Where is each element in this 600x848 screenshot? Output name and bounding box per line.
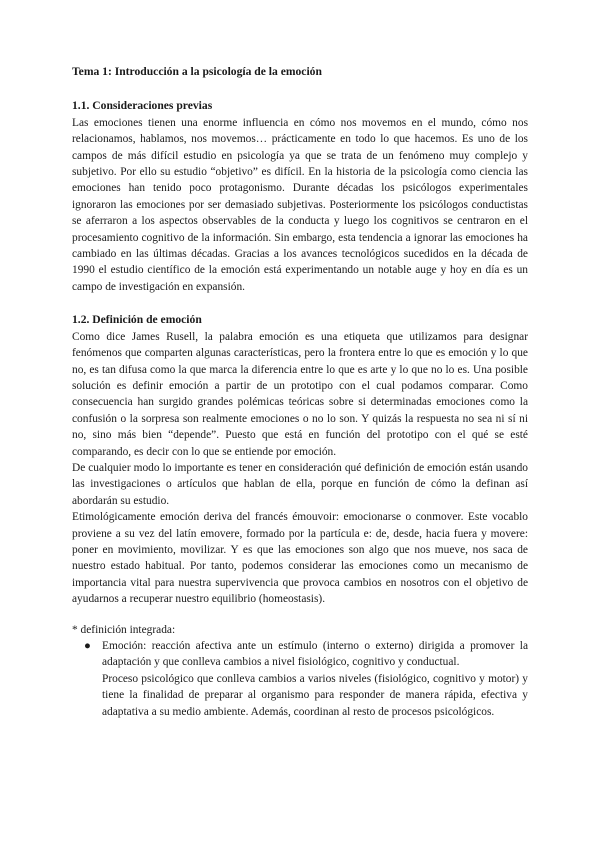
bullet-line-proceso: Proceso psicológico que conlleva cambios a varios niveles (fisiológico, cognitivo y motor) y tiene la finalidad de preparar al organismo para responder de manera rápida, efectiva y adaptativa a su medio ambiente. Además, coordinan al resto de procesos psicológicos. bbox=[102, 672, 528, 718]
paragraph-consideraciones: Las emociones tienen una enorme influencia en cómo nos movemos en el mundo, cómo nos relacionamos, hablamos, nos movemos… prácticamente en todo lo que hacemos. Es uno de los campos de más difícil estudio en psicología ya que se trata de un fenómeno muy complejo y subjetivo. Por ello su estudio “objetivo” es difícil. En la historia de la psicología como ciencia las emociones han tenido poco protagonismo. Durante décadas los psicólogos experimentales ignoraron las emociones por ser demasiado subjetivas. Posteriormente los psicólogos conductistas se aferraron a los aspectos observables de la conducta y luego los cognitivos se centraron en el procesamiento cognitivo de la información. Sin embargo, esta tendencia a ignorar las emociones ha cambiado en las últimas décadas. Gracias a los avances tecnológicos sucedidos en la década de 1990 el estudio científico de la emoción está experimentando un notable auge y hoy en día es un campo de investigación en expansión. bbox=[72, 116, 528, 293]
list-item bbox=[72, 638, 528, 720]
note-label: * definición integrada: bbox=[72, 623, 176, 636]
paragraph-definicion-prototipo: Como dice James Rusell, la palabra emoción es una etiqueta que utilizamos para designar fenómenos que comparten algunas características, pero la frontera entre lo que es emoción y lo que no, es tan difusa como la que marca la diferencia entre lo que es arte y lo que no lo es. Una posible solución es definir emoción a partir de un prototipo con el cual podamos comparar. Como consecuencia han surgido grandes polémicas teóricas sobre si determinadas emociones como la confusión o la sorpresa son realmente emociones o no lo son. Y quizás la respuesta no sea ni sí ni no, sino más bien “depende”. Puesto que está en función del prototipo con el qué se esté comparando, es decir con lo que se entiende por emoción. bbox=[72, 330, 528, 458]
bullet-line-emocion: Emoción: reacción afectiva ante un estímulo (interno o externo) dirigida a promover la adaptación y que conlleva cambios a nivel fisiológico, cognitivo y conductual. bbox=[102, 640, 528, 669]
section-spacer bbox=[72, 295, 528, 312]
section-heading-consideraciones: 1.1. Consideraciones previas bbox=[72, 99, 213, 113]
definition-bullet-list bbox=[72, 638, 528, 720]
section-heading-definicion: 1.2. Definición de emoción bbox=[72, 313, 202, 327]
document-page bbox=[72, 64, 528, 720]
paragraph-definicion-etimologia: Etimológicamente emoción deriva del francés émouvoir: emocionarse o conmover. Este vocablo proviene a su vez del latín emovere, formado por la partícula e: de, desde, hacia fuera y movere: poner en movimiento, movilizar. Y es que las emociones son algo que nos mueve, nos saca de nuestro estado habitual. Por tanto, podemos considerar las emociones como un mecanismo de importancia vital para nuestra supervivencia que provoca cambios en nosotros con el objetivo de ayudarnos a recuperar nuestro equilibrio (homeostasis). bbox=[72, 511, 528, 606]
bullet-icon: ● bbox=[84, 640, 91, 652]
paragraph-definicion-consideracion: De cualquier modo lo importante es tener en consideración qué definición de emoción están usando las investigaciones o artículos que hablan de ella, porque en función de cómo la definan así abordarán su estudio. bbox=[72, 461, 528, 507]
document-title: Tema 1: Introducción a la psicología de la emoción bbox=[72, 65, 322, 78]
